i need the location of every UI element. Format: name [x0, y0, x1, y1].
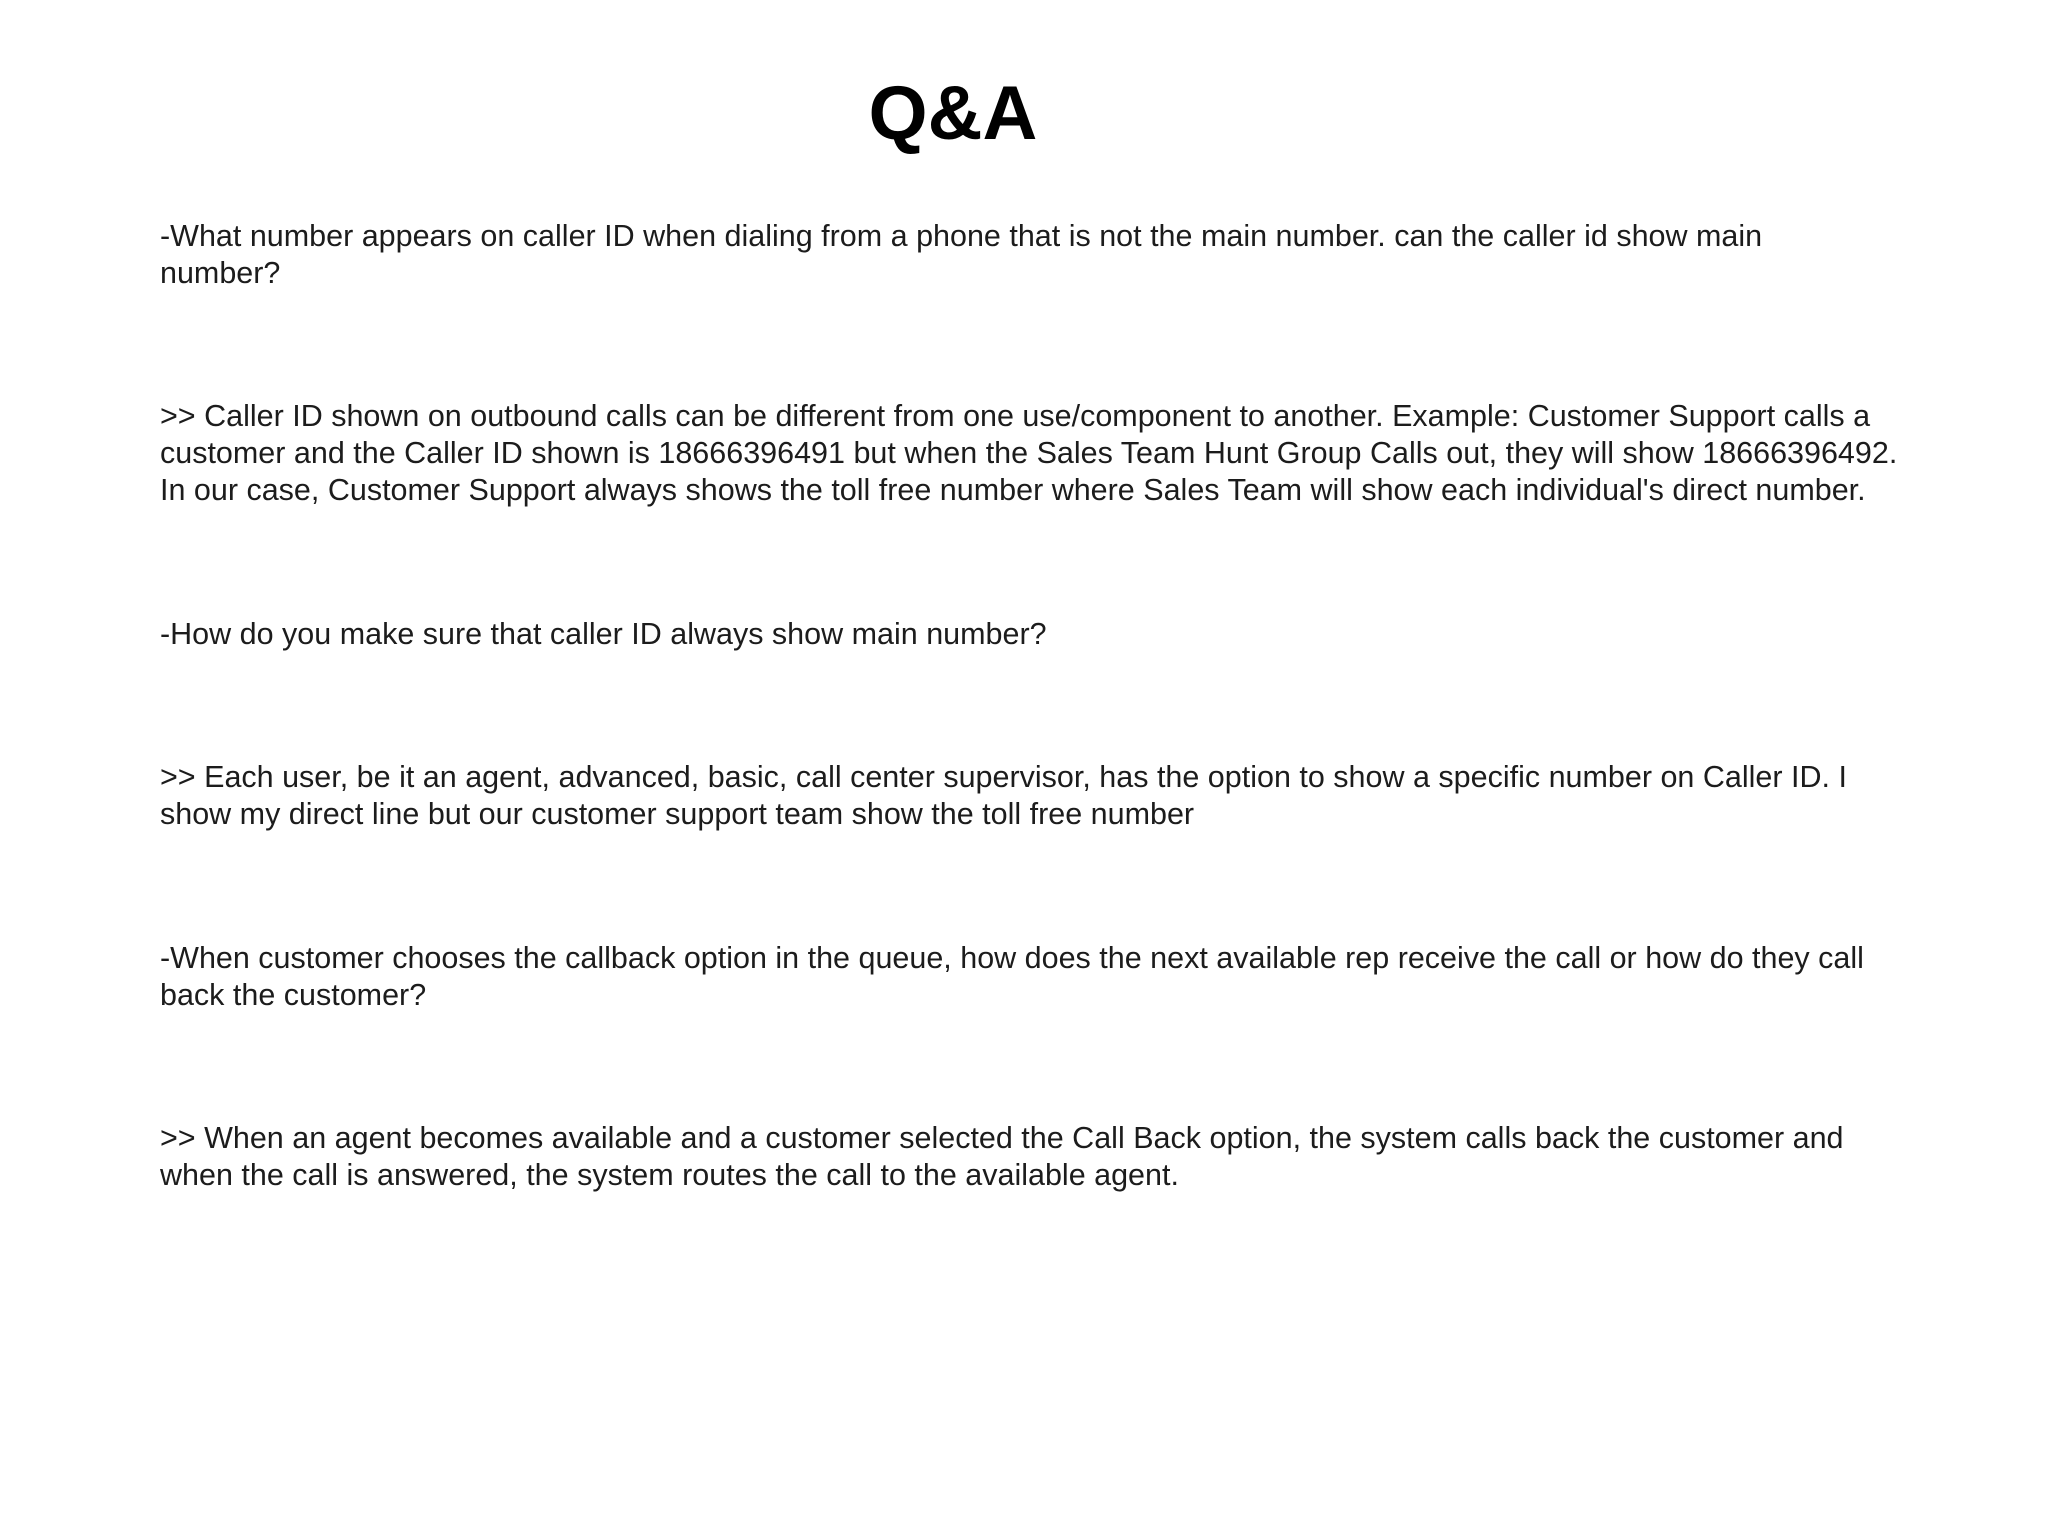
answer-user-specific-number — [160, 759, 1920, 833]
text-line: when the call is answered, the system routes the call to the available agent. — [160, 1158, 1179, 1192]
text-line: back the customer? — [160, 978, 427, 1012]
text-line: -How do you make sure that caller ID always show main number? — [160, 617, 1047, 651]
answer-callback-routing — [160, 1120, 1920, 1194]
text-line: -When customer chooses the callback option in the queue, how does the next available rep receive the call or how do they call — [160, 941, 1864, 975]
text-line: number? — [160, 256, 281, 290]
question-always-show-main-number — [160, 616, 1920, 653]
text-line: show my direct line but our customer support team show the toll free number — [160, 797, 1195, 831]
slide-title: Q&A — [868, 71, 1038, 156]
text-line: >> Caller ID shown on outbound calls can be different from one use/component to another. Example: Customer Support calls a — [160, 399, 1871, 433]
question-callback-option — [160, 940, 1920, 1014]
text-line: customer and the Caller ID shown is 18666396491 but when the Sales Team Hunt Group Calls out, they will show 18666396492. — [160, 436, 1898, 470]
text-line: >> When an agent becomes available and a customer selected the Call Back option, the system calls back the customer and — [160, 1121, 1844, 1155]
text-line: >> Each user, be it an agent, advanced, basic, call center supervisor, has the option to show a specific number on Caller ID. I — [160, 760, 1847, 794]
question-caller-id-main-number — [160, 218, 1920, 292]
text-line: -What number appears on caller ID when dialing from a phone that is not the main number. can the caller id show main — [160, 219, 1763, 253]
text-line: In our case, Customer Support always shows the toll free number where Sales Team will show each individual's direct number. — [160, 473, 1866, 507]
answer-caller-id-outbound — [160, 398, 1920, 509]
